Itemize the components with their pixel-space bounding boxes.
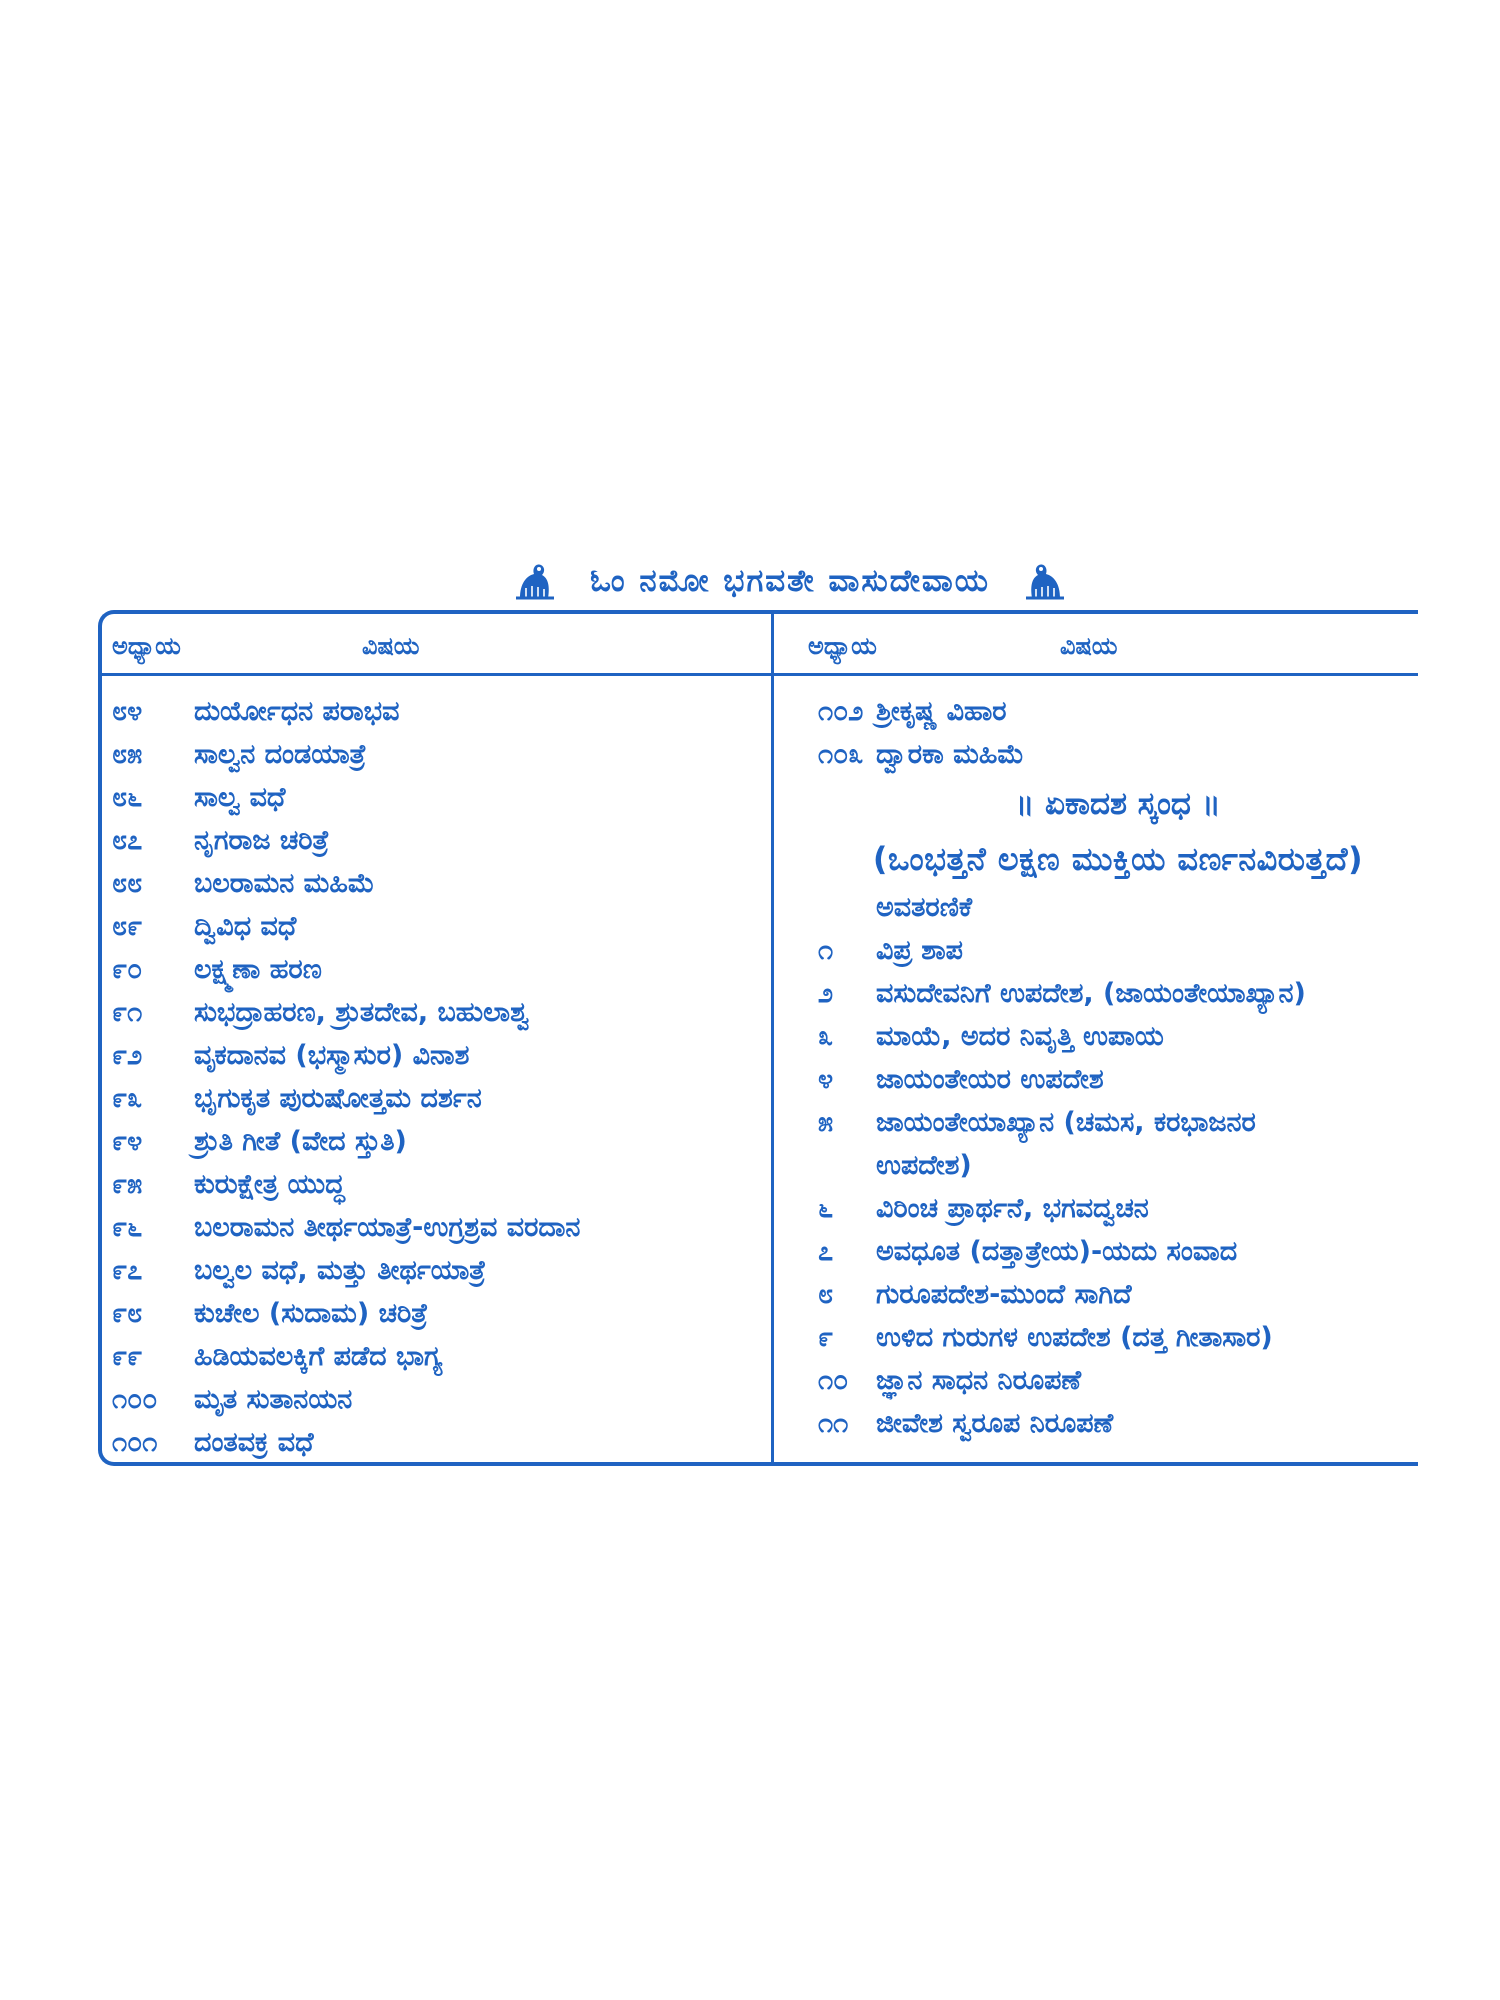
list-item: [102, 948, 762, 991]
list-item: [102, 1292, 762, 1335]
chapter-title: ವಸುದೇವನಿಗೆ ಉಪದೇಶ, (ಜಾಯಂತೇಯಾಖ್ಯಾನ): [876, 977, 1306, 1009]
chapter-title: ವಿರಿಂಚ ಪ್ರಾರ್ಥನೆ, ಭಗವದ್ವಚನ: [876, 1192, 1149, 1224]
chapter-title: ದುರ್ಯೋಧನ ಪರಾಭವ: [194, 695, 400, 727]
chapter-number: ೪: [818, 1063, 834, 1095]
list-item: [818, 1101, 1418, 1144]
chapter-title: ಉಳಿದ ಗುರುಗಳ ಉಪದೇಶ (ದತ್ತ ಗೀತಾಸಾರ): [876, 1321, 1273, 1353]
section-intro-item: [818, 886, 1418, 929]
chapter-number: ೯೮: [112, 1297, 143, 1329]
chapter-number: ೮೭: [112, 824, 143, 856]
list-item: [818, 1058, 1418, 1101]
chapter-number: ೯೪: [112, 1125, 143, 1157]
chapter-title: ಭೃಗುಕೃತ ಪುರುಷೋತ್ತಮ ದರ್ಶನ: [194, 1082, 482, 1114]
left-column-header: [112, 628, 420, 664]
chapter-number: ೩: [818, 1020, 834, 1052]
chapter-title: ಹಿಡಿಯವಲಕ್ಕಿಗೆ ಪಡೆದ ಭಾಗ್ಯ: [194, 1340, 443, 1372]
list-item: [102, 862, 762, 905]
list-item: [818, 1402, 1418, 1445]
chapter-number: ೯೯: [112, 1340, 143, 1372]
header-rule: [102, 673, 1418, 676]
chapter-title: ಕುಚೇಲ (ಸುದಾಮ) ಚರಿತ್ರೆ: [194, 1297, 428, 1329]
page-header: [440, 556, 1140, 606]
chapter-number: ೯೬: [112, 1211, 143, 1243]
list-item: [102, 1034, 762, 1077]
chapter-header: ಅಧ್ಯಾಯ: [112, 632, 181, 660]
chapter-title: ಉಪದೇಶ): [876, 1149, 972, 1181]
chapter-title: ಬಲ್ವಲ ವಧೆ, ಮತ್ತು ತೀರ್ಥಯಾತ್ರೆ: [194, 1254, 486, 1286]
right-column-header: [808, 628, 1118, 664]
list-item: [818, 1187, 1418, 1230]
chapter-number: ೨: [818, 977, 834, 1009]
list-item: [818, 1273, 1418, 1316]
chapter-number: ೬: [818, 1192, 834, 1224]
deity-emblem-icon: [512, 558, 558, 604]
chapter-title: ಸಾಲ್ವ ವಧೆ: [194, 781, 286, 813]
chapter-number: ೭: [818, 1235, 834, 1267]
chapter-title: ದಂತವಕ್ರ ವಧೆ: [194, 1426, 314, 1458]
chapter-title: ಸಾಲ್ವನ ದಂಡಯಾತ್ರೆ: [194, 738, 367, 770]
chapter-title: ಜೀವೇಶ ಸ್ವರೂಪ ನಿರೂಪಣೆ: [876, 1407, 1114, 1439]
chapter-title: ಲಕ್ಷ್ಮಣಾ ಹರಣ: [194, 953, 322, 985]
chapter-number: ೯೦: [112, 953, 143, 985]
list-item: [102, 991, 762, 1034]
chapter-title: ಜ್ಞಾನ ಸಾಧನ ನಿರೂಪಣೆ: [876, 1364, 1082, 1396]
list-item: [818, 1230, 1418, 1273]
chapter-number: ೮೯: [112, 910, 143, 942]
list-item: [102, 1335, 762, 1378]
chapter-title: ಜಾಯಂತೇಯಾಖ್ಯಾನ (ಚಮಸ, ಕರಭಾಜನರ: [876, 1106, 1256, 1138]
chapter-number: ೫: [818, 1106, 834, 1138]
chapter-title: ಬಲರಾಮನ ತೀರ್ಥಯಾತ್ರೆ-ಉಗ್ರಶ್ರವ ವರದಾನ: [194, 1211, 581, 1243]
list-item: [102, 690, 762, 733]
list-item: [102, 1249, 762, 1292]
list-item: [818, 1316, 1418, 1359]
chapter-number: ೧೦೦: [112, 1383, 158, 1415]
chapter-title: ಮಾಯೆ, ಅದರ ನಿವೃತ್ತಿ ಉಪಾಯ: [876, 1020, 1164, 1052]
chapter-number: ೯೭: [112, 1254, 143, 1286]
chapter-title: ಬಲರಾಮನ ಮಹಿಮೆ: [194, 867, 375, 899]
chapter-number: ೯೩: [112, 1082, 143, 1114]
list-item: [102, 1120, 762, 1163]
list-item: [102, 1206, 762, 1249]
chapter-number: ೯೧: [112, 996, 143, 1028]
chapter-number: ೧೦೨: [818, 695, 864, 727]
contents-table: [98, 610, 1418, 1466]
chapter-number: ೧: [818, 934, 834, 966]
column-divider: [771, 614, 774, 1462]
list-item: [818, 972, 1418, 1015]
chapter-number: ೧೦೩: [818, 738, 864, 770]
header-title: ಓಂ ನಮೋ ಭಗವತೇ ವಾಸುದೇವಾಯ: [590, 562, 990, 599]
chapter-title: ಜಾಯಂತೇಯರ ಉಪದೇಶ: [876, 1063, 1104, 1095]
section-title: ॥ ಏಕಾದಶ ಸ್ಕಂಧ ॥: [1015, 785, 1221, 822]
chapter-number: ೯೨: [112, 1039, 143, 1071]
chapter-number: ೮೫: [112, 738, 143, 770]
list-item: [102, 905, 762, 948]
chapter-number: ೮೬: [112, 781, 143, 813]
chapter-number: ೮೮: [112, 867, 143, 899]
chapter-number: ೮: [818, 1278, 834, 1310]
left-chapter-list: [102, 690, 762, 1464]
chapter-title: ಗುರೂಪದೇಶ-ಮುಂದೆ ಸಾಗಿದೆ: [876, 1278, 1132, 1310]
list-item: [818, 1359, 1418, 1402]
list-item: [102, 733, 762, 776]
chapter-title: ಸುಭದ್ರಾಹರಣ, ಶ್ರುತದೇವ, ಬಹುಲಾಶ್ವ: [194, 996, 530, 1028]
chapter-title: ನೃಗರಾಜ ಚರಿತ್ರೆ: [194, 824, 330, 856]
section-subtitle: (ಒಂಭತ್ತನೆ ಲಕ್ಷಣ ಮುಕ್ತಿಯ ವರ್ಣನವಿರುತ್ತದೆ): [872, 839, 1364, 878]
chapter-title: ಕುರುಕ್ಷೇತ್ರ ಯುದ್ಧ: [194, 1168, 345, 1200]
list-item: [818, 1015, 1418, 1058]
chapter-title: ದ್ವಿವಿಧ ವಧೆ: [194, 910, 297, 942]
list-item: [102, 1421, 762, 1464]
chapter-title: ಶ್ರುತಿ ಗೀತೆ (ವೇದ ಸ್ತುತಿ): [194, 1125, 407, 1157]
list-item: [818, 690, 1418, 733]
list-item: [102, 1077, 762, 1120]
subject-header: ವಿಷಯ: [1060, 632, 1118, 660]
chapter-number: ೯: [818, 1321, 834, 1353]
list-item: [818, 929, 1418, 972]
subject-header: ವಿಷಯ: [362, 632, 420, 660]
chapter-title: ಮೃತ ಸುತಾನಯನ: [194, 1383, 353, 1415]
chapter-number: ೧೦: [818, 1364, 849, 1396]
list-item: [102, 1378, 762, 1421]
deity-emblem-icon: [1022, 558, 1068, 604]
chapter-title: ವಿಪ್ರ ಶಾಪ: [876, 934, 963, 966]
chapter-number: ೧೧: [818, 1407, 849, 1439]
right-chapter-list: [818, 690, 1418, 1445]
list-item: [818, 1144, 1418, 1187]
chapter-title: ವೃಕದಾನವ (ಭಸ್ಮಾಸುರ) ವಿನಾಶ: [194, 1039, 470, 1071]
chapter-number: ೯೫: [112, 1168, 143, 1200]
list-item: [818, 733, 1418, 776]
chapter-header: ಅಧ್ಯಾಯ: [808, 632, 877, 660]
chapter-title: ದ್ವಾರಕಾ ಮಹಿಮೆ: [876, 738, 1025, 770]
chapter-title: ಅವಧೂತ (ದತ್ತಾತ್ರೇಯ)-ಯದು ಸಂವಾದ: [876, 1235, 1238, 1267]
chapter-number: ೮೪: [112, 695, 143, 727]
list-item: [102, 1163, 762, 1206]
list-item: [102, 819, 762, 862]
intro-label: ಅವತರಣಿಕೆ: [876, 891, 973, 923]
list-item: [102, 776, 762, 819]
chapter-title: ಶ್ರೀಕೃಷ್ಣ ವಿಹಾರ: [876, 695, 1007, 727]
chapter-number: ೧೦೧: [112, 1426, 158, 1458]
